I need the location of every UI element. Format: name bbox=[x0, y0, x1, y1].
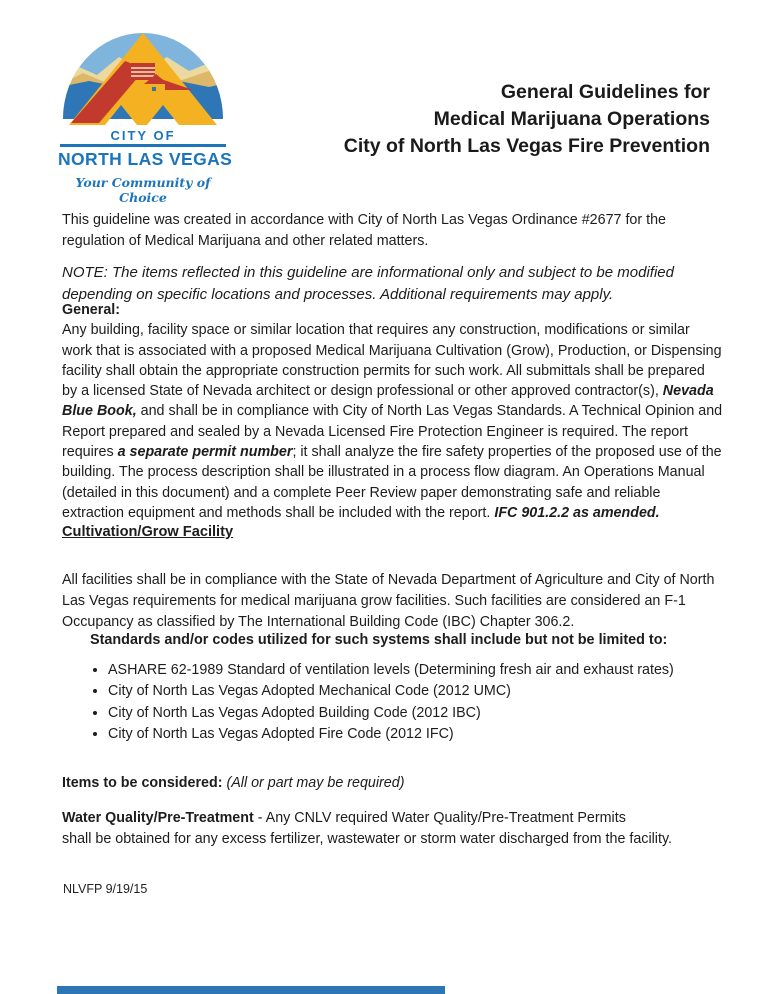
logo-tagline-text: Your Community of Choice bbox=[75, 174, 211, 205]
title-line-2: Medical Marijuana Operations bbox=[433, 108, 710, 130]
document-title bbox=[344, 79, 710, 160]
logo-divider-line bbox=[60, 144, 226, 147]
bottom-blue-bar bbox=[57, 986, 445, 994]
intro-paragraph: This guideline was created in accordance with City of North Las Vegas Ordinance #2677 for the regulation of Medical Marijuana and other related matters. bbox=[62, 212, 666, 250]
logo-city-name-text: NORTH LAS VEGAS bbox=[58, 148, 233, 169]
bullet-item: • ASHARE 62-1989 Standard of ventilation levels (Determining fresh air and exhaust rates) bbox=[108, 660, 728, 681]
bullet-item: • City of North Las Vegas Adopted Mechanical Code (2012 UMC) bbox=[108, 681, 728, 702]
general-section bbox=[62, 300, 728, 523]
page-footer: NLVFP 9/19/15 bbox=[63, 882, 148, 896]
bullet-item: • City of North Las Vegas Adopted Building Code (2012 IBC) bbox=[108, 703, 728, 724]
general-heading: General: bbox=[62, 302, 121, 318]
items-to-be-considered-line: Items to be considered: (All or part may be required) bbox=[62, 775, 405, 792]
note-paragraph: NOTE: The items reflected in this guideline are informational only and subject to be modified depending on specific locations and processes. Additional requirements may apply. bbox=[62, 264, 674, 303]
general-paragraph: Any building, facility space or similar location that requires any construction, modifications or similar work that is associated with a proposed Medical Marijuana Cultivation (Grow), Production, or Dispensing facility shall obtain the appropriate construction permits for such work. All submittals shall be prepared by a licensed State of Nevada architect or design professional or other approved contractor(s), Nevada Blue Book, and shall be in compliance with City of North Las Vegas Standards. A Technical Opinion and Report prepared and sealed by a Nevada Licensed Fire Protection Engineer is required. The report requires a separate permit number; it shall analyze the fire safety properties of the proposed use of the building. The process description shall be illustrated in a process flow diagram. An Operations Manual (detailed in this document) and a complete Peer Review paper demonstrating safe and reliable extraction equipment and methods shall be included with the report. IFC 901.2.2 as amended. bbox=[62, 322, 723, 521]
cultivation-grow-facility-heading: Cultivation/Grow Facility bbox=[62, 524, 234, 540]
water-quality-paragraph: Water Quality/Pre-Treatment - Any CNLV required Water Quality/Pre-Treatment Permits shall be obtained for any excess fertilizer, wastewater or storm water discharged from the facility. bbox=[62, 810, 672, 848]
title-line-1: General Guidelines for bbox=[500, 81, 710, 103]
standards-bullet-list bbox=[62, 660, 728, 745]
standards-heading: Standards and/or codes utilized for such systems shall include but not be limited to: bbox=[90, 632, 668, 648]
cnlv-logo bbox=[58, 27, 233, 205]
cultivation-paragraph: All facilities shall be in compliance with the State of Nevada Department of Agriculture and City of North Las Vegas requirements for medical marijuana grow facilities. Such facilities are considered an F-1 Occupancy as classified by The International Building Code (IBC) Chapter 306.2. bbox=[62, 572, 715, 631]
bullet-item: • City of North Las Vegas Adopted Fire Code (2012 IFC) bbox=[108, 724, 728, 745]
cnlv-logo-emblem bbox=[59, 27, 227, 127]
logo-city-of-text: CITY OF bbox=[110, 128, 176, 143]
title-line-3: City of North Las Vegas Fire Prevention bbox=[343, 135, 710, 157]
